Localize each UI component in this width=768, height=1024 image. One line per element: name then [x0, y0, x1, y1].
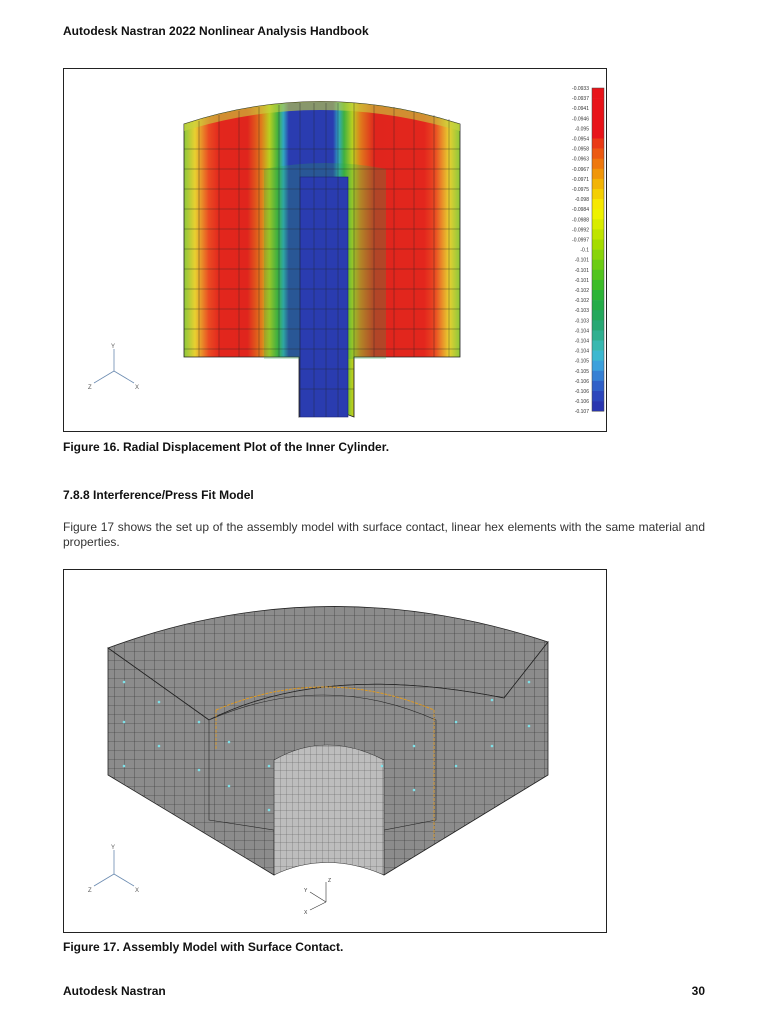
- figure-17: [63, 569, 607, 933]
- legend-swatch: [592, 250, 604, 260]
- axis-z-label: Z: [88, 888, 92, 894]
- axis-y-label: Y: [111, 845, 116, 851]
- legend-swatch: [592, 361, 604, 371]
- legend-swatch: [592, 401, 604, 411]
- legend-swatch: [592, 381, 604, 391]
- legend-label: -0.0984: [572, 207, 589, 214]
- legend-swatch: [592, 310, 604, 320]
- legend-label: -0.101: [574, 267, 589, 274]
- legend-swatch: [592, 219, 604, 229]
- figure-16-caption: Figure 16. Radial Displacement Plot of the Inner Cylinder.: [63, 440, 390, 454]
- legend-label: -0.0954: [572, 136, 589, 143]
- axis-triad-icon: [94, 349, 134, 383]
- legend-label: -0.0988: [572, 217, 589, 224]
- mini-axis-z-label: Z: [328, 878, 332, 884]
- legend-swatch: [592, 189, 604, 199]
- legend-swatch: [592, 179, 604, 189]
- legend-swatch: [592, 290, 604, 300]
- axis-triad-icon: [94, 850, 134, 886]
- legend-swatch: [592, 300, 604, 310]
- legend-label: -0.107: [574, 409, 589, 416]
- local-axis-icon: [310, 882, 326, 910]
- legend-swatch: [592, 391, 604, 401]
- legend-label: -0.095: [574, 126, 589, 133]
- legend-swatch: [592, 240, 604, 250]
- legend-label: -0.106: [574, 378, 589, 385]
- header-title: Autodesk Nastran 2022 Nonlinear Analysis Handbook: [63, 24, 369, 38]
- legend-swatch: [592, 88, 604, 98]
- legend-swatch: [592, 149, 604, 159]
- axis-z-label: Z: [88, 385, 92, 391]
- legend-label: -0.104: [574, 348, 589, 355]
- legend-label: -0.106: [574, 399, 589, 406]
- legend-swatch: [592, 209, 604, 219]
- figure-17-caption: Figure 17. Assembly Model with Surface Contact.: [63, 940, 344, 954]
- legend-swatch: [592, 341, 604, 351]
- legend-label: -0.105: [574, 358, 589, 365]
- legend-label: -0.104: [574, 338, 589, 345]
- legend-swatch: [592, 159, 604, 169]
- mini-axis-y-label: Y: [304, 888, 308, 894]
- legend-label: -0.0933: [572, 86, 589, 92]
- legend-label: -0.105: [574, 368, 589, 375]
- assembly-model-mesh: [64, 570, 606, 932]
- legend-swatch: [592, 351, 604, 361]
- legend-swatch: [592, 320, 604, 330]
- section-heading: 7.8.8 Interference/Press Fit Model: [63, 488, 254, 502]
- legend-swatch: [592, 169, 604, 179]
- legend-label: -0.106: [574, 389, 589, 395]
- legend-label: -0.0967: [572, 166, 589, 173]
- legend-label: -0.0971: [572, 176, 589, 183]
- legend-swatch: [592, 98, 604, 108]
- legend-label: -0.0946: [572, 116, 589, 123]
- page-number: 30: [691, 984, 705, 998]
- legend-label: -0.103: [574, 318, 589, 325]
- legend-swatch: [592, 229, 604, 239]
- radial-displacement-plot: [64, 69, 606, 431]
- legend-label: -0.0958: [572, 146, 589, 153]
- legend-label: -0.104: [574, 328, 589, 335]
- legend-swatch: [592, 139, 604, 149]
- legend-label: -0.1: [580, 247, 589, 254]
- legend-label: -0.0997: [572, 237, 589, 244]
- body-paragraph: Figure 17 shows the set up of the assembly model with surface contact, linear hex elements with the same material and properties.: [63, 520, 705, 549]
- legend-label: -0.103: [574, 308, 589, 315]
- legend-label: -0.0963: [572, 156, 589, 163]
- legend-swatch: [592, 330, 604, 340]
- legend-swatch: [592, 118, 604, 128]
- legend-label: -0.0937: [572, 96, 589, 103]
- legend-swatch: [592, 199, 604, 209]
- legend-swatch: [592, 260, 604, 270]
- mini-axis-x-label: X: [304, 910, 308, 916]
- legend-swatch: [592, 371, 604, 381]
- legend-label: -0.102: [574, 288, 589, 294]
- legend-label: -0.101: [574, 277, 589, 284]
- legend-swatch: [592, 108, 604, 118]
- legend-swatch: [592, 270, 604, 280]
- legend-label: -0.0941: [572, 106, 589, 113]
- axis-x-label: X: [135, 385, 140, 391]
- axis-y-label: Y: [111, 344, 116, 350]
- figure-16: [63, 68, 607, 432]
- color-legend: [572, 86, 604, 415]
- legend-label: -0.0975: [572, 187, 589, 193]
- legend-label: -0.0992: [572, 227, 589, 234]
- axis-x-label: X: [135, 888, 140, 894]
- legend-swatch: [592, 280, 604, 290]
- footer-title: Autodesk Nastran: [63, 984, 166, 998]
- legend-label: -0.098: [574, 197, 589, 204]
- legend-label: -0.101: [574, 257, 589, 264]
- legend-swatch: [592, 128, 604, 138]
- legend-label: -0.102: [574, 298, 589, 305]
